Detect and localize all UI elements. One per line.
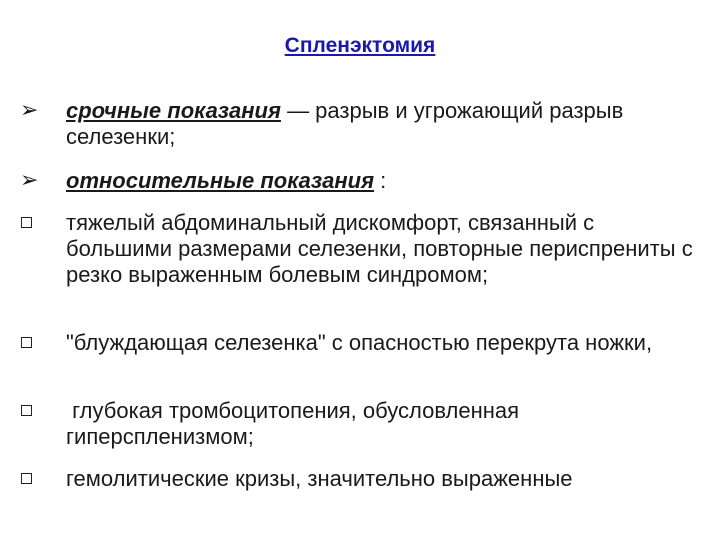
square-bullet-icon: [21, 405, 32, 416]
square-bullet-icon: [21, 337, 32, 348]
arrow-bullet-icon: ➢: [20, 168, 39, 193]
list-item-hemolytic-crises: [20, 466, 700, 492]
list-item-thrombocytopenia: [20, 398, 700, 450]
list-item-text: глубокая тромбоцитопения, обусловленная гиперспленизмом;: [66, 398, 526, 449]
relative-indications-label: относительные показания: [66, 168, 375, 193]
list-item-text: гемолитические кризы, значительно выраженные: [66, 466, 573, 491]
square-bullet-icon: [21, 217, 32, 228]
list-item-text: [66, 168, 700, 194]
square-bullet-icon: [21, 473, 32, 484]
arrow-bullet-icon: ➢: [20, 98, 39, 123]
list-item-text: [66, 98, 700, 150]
list-item-abdominal-discomfort: [20, 210, 700, 288]
relative-indications-suffix: :: [374, 168, 387, 193]
urgent-indications-description: — разрыв и угрожающий разрыв селезенки;: [66, 98, 624, 149]
list-item-wandering-spleen: [20, 330, 700, 356]
list-item-urgent-indications: [20, 98, 700, 150]
list-item-relative-indications: [20, 168, 700, 194]
list-item-text: "блуждающая селезенка" с опасностью перекрута ножки,: [66, 330, 653, 355]
urgent-indications-label: срочные показания: [66, 98, 281, 123]
list-item-text: тяжелый абдоминальный дискомфорт, связанный с большими размерами селезенки, повторные периспрениты с резко выраженным болевым синдромом;: [66, 210, 693, 287]
slide-title: Спленэктомия: [284, 34, 436, 57]
